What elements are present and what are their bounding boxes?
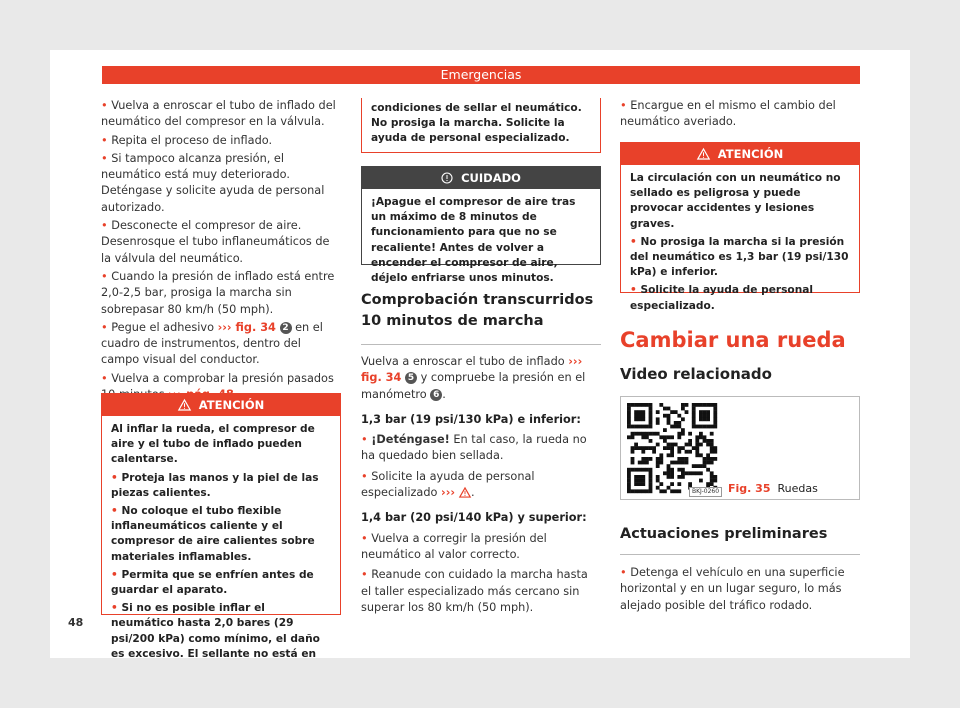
warning-item: • No prosiga la marcha si la presión del neumático es 1,3 bar (19 psi/130 kPa) e inferior.	[630, 235, 849, 279]
list-item: • Detenga el vehículo en una superficie horizontal y en un lugar seguro, lo más alejado posible del tráfico rodado.	[620, 566, 845, 612]
list-item: • Vuelva a corregir la presión del neumático al valor correcto.	[361, 531, 547, 561]
warning-text: La circulación con un neumático no sellado es peligrosa y puede provocar accidentes y lesiones graves.	[630, 172, 841, 230]
caution-header: CUIDADO	[362, 167, 600, 189]
warning-triangle-icon	[697, 148, 710, 160]
list-item: • Desconecte el compresor de aire. Desenrosque el tubo inflaneumáticos de la válvula del neumático.	[101, 219, 330, 265]
caution-text: ¡Apague el compresor de aire tras un máximo de 8 minutos de funcionamiento para que no se recaliente! Antes de volver a encender el compresor de aire, déjelo enfriarse unos minutos.	[371, 196, 576, 285]
qr-code-image[interactable]	[627, 403, 717, 493]
fig-reference-link[interactable]: ››› fig. 34	[217, 320, 276, 334]
divider	[361, 344, 601, 345]
warning-item: • No coloque el tubo flexible inflaneumáticos caliente y el compresor de aire calientes sobre materiales inflamables.	[111, 505, 315, 563]
warning-item: • Permita que se enfríen antes de guardar el aparato.	[111, 568, 314, 597]
warning-text: condiciones de sellar el neumático. No prosiga la marcha. Solicite la ayuda de personal especializado.	[371, 102, 582, 145]
list-item: • Solicite la ayuda de personal especializado ››› .	[361, 469, 535, 500]
subheading: 1,3 bar (19 psi/130 kPa) e inferior:	[361, 412, 581, 426]
warning-reference-link[interactable]: ›››	[441, 486, 471, 499]
figure-box	[620, 396, 860, 500]
list-item: • Si tampoco alcanza presión, el neumático está muy deteriorado. Deténgase y solicite ayuda de personal autorizado.	[101, 151, 325, 214]
column-2	[361, 290, 601, 616]
warning-header: ATENCIÓN	[621, 143, 859, 165]
list-item: • Vuelva a comprobar la presión pasados	[101, 371, 341, 404]
list-item: • Cuando la presión de inflado está entre 2,0-2,5 bar, prosiga la marcha sin sobrepasar 80 km/h (50 mph).	[101, 269, 335, 316]
list-item: • Pegue el adhesivo ››› fig. 34 2 en el cuadro de instrumentos, dentro del campo visual del conductor.	[101, 320, 323, 367]
warning-text: Al inflar la rueda, el compresor de aire y el tubo de inflado pueden calentarse.	[111, 423, 315, 466]
callout-number: 2	[280, 322, 292, 334]
list-item: • Encargue en el mismo el cambio del neumático averiado.	[620, 99, 836, 129]
column-3-top	[620, 98, 860, 131]
section-title: Comprobación transcurridos 10 minutos de marcha	[361, 292, 594, 329]
chapter-header: Emergencias	[102, 66, 860, 84]
warning-box	[101, 393, 341, 660]
column-1	[101, 98, 341, 403]
column-3-bottom	[620, 524, 860, 614]
warning-triangle-icon	[459, 487, 471, 498]
qr-code-label: BKJ-0260	[689, 487, 722, 497]
list-item: • Reanude con cuidado la marcha hasta el taller especializado más cercano sin superar los 80 km/h (50 mph).	[361, 568, 588, 614]
warning-box-continued	[361, 98, 601, 153]
warning-item: • Si no es posible inflar el neumático hasta 2,0 bares (29 psi/200 kPa) como mínimo, el daño es excesivo. El sellante no está en	[111, 602, 320, 660]
warning-box	[620, 142, 860, 312]
list-item: • Repita el proceso de inflado.	[101, 133, 273, 147]
fig-reference-link[interactable]: ››› fig. 34	[361, 355, 583, 385]
caution-box	[361, 166, 601, 285]
warning-header: ATENCIÓN	[102, 394, 340, 416]
info-circle-icon	[441, 172, 453, 184]
section-title: Actuaciones preliminares	[620, 526, 828, 542]
page-number: 48	[68, 616, 84, 629]
callout-number: 5	[405, 372, 417, 384]
callout-number: 6	[430, 389, 442, 401]
warning-item: • Solicite la ayuda de personal especializado.	[630, 284, 814, 312]
divider	[620, 554, 860, 555]
list-item: • ¡Deténgase! En tal caso, la rueda no ha quedado bien sellada.	[361, 433, 587, 463]
warning-triangle-icon	[178, 399, 191, 411]
warning-item: • Proteja las manos y la piel de las piezas calientes.	[111, 471, 319, 499]
figure-caption: Fig. 35 Ruedas	[728, 482, 818, 495]
paragraph: Vuelva a enroscar el tubo de inflado ››› fig. 34 5 y compruebe la presión en el manómetro 6 .	[361, 355, 586, 401]
chapter-title: Cambiar una rueda	[620, 328, 846, 352]
subheading: 1,4 bar (20 psi/140 kPa) y superior:	[361, 511, 587, 525]
section-title: Video relacionado	[620, 365, 772, 383]
list-item: • Vuelva a enroscar el tubo de inflado del neumático del compresor en la válvula.	[101, 99, 336, 129]
